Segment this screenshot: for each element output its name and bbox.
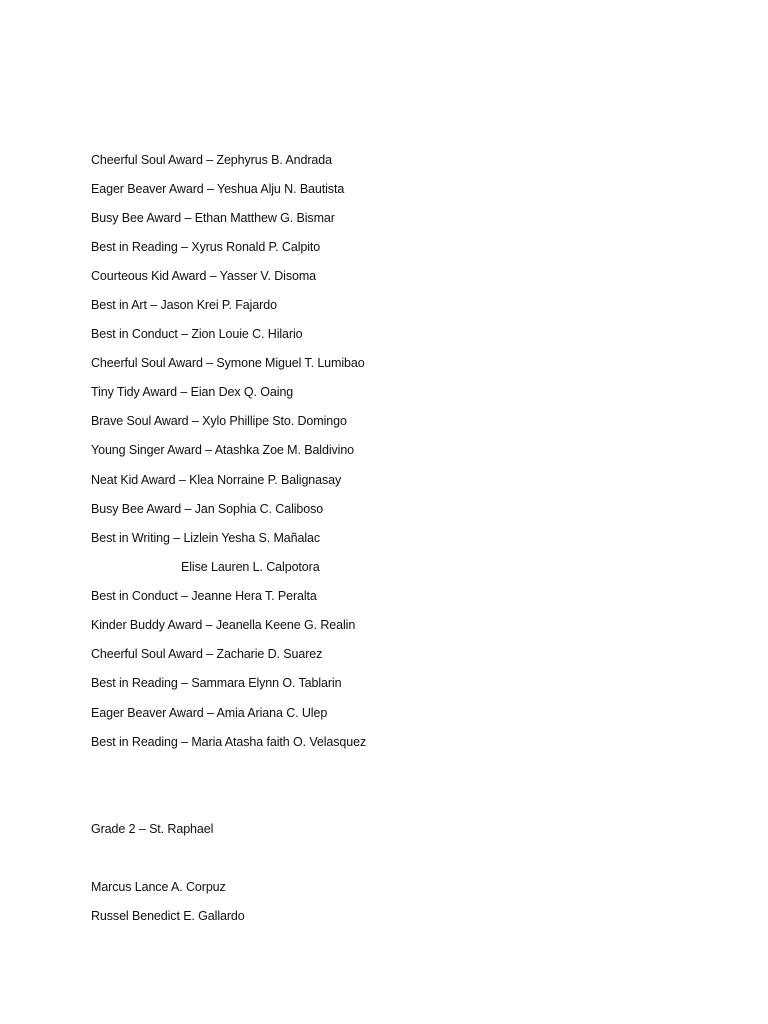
award-line: Best in Conduct – Jeanne Hera T. Peralta [91,589,317,603]
award-line: Neat Kid Award – Klea Norraine P. Balignasay [91,473,342,487]
award-line: Best in Art – Jason Krei P. Fajardo [91,298,277,312]
award-line: Best in Reading – Maria Atasha faith O. Velasquez [91,735,367,749]
award-line: Cheerful Soul Award – Zephyrus B. Andrada [91,153,332,167]
award-line: Best in Reading – Xyrus Ronald P. Calpito [91,240,321,254]
award-line: Young Singer Award – Atashka Zoe M. Baldivino [91,443,355,457]
award-line: Courteous Kid Award – Yasser V. Disoma [91,269,317,283]
award-line: Tiny Tidy Award – Eian Dex Q. Oaing [91,385,294,399]
student-name: Marcus Lance A. Corpuz [91,880,226,894]
award-line: Best in Reading – Sammara Elynn O. Tablarin [91,676,342,690]
award-line: Best in Conduct – Zion Louie C. Hilario [91,327,303,341]
award-line: Busy Bee Award – Jan Sophia C. Caliboso [91,502,324,516]
student-name: Russel Benedict E. Gallardo [91,909,245,923]
award-line: Eager Beaver Award – Amia Ariana C. Ulep [91,706,328,720]
award-line: Busy Bee Award – Ethan Matthew G. Bismar [91,211,335,225]
award-line: Best in Writing – Lizlein Yesha S. Mañalac [91,531,321,545]
award-line: Kinder Buddy Award – Jeanella Keene G. Realin [91,618,356,632]
award-line-continuation: Elise Lauren L. Calpotora [181,560,320,574]
award-line: Cheerful Soul Award – Zacharie D. Suarez [91,647,323,661]
section-heading: Grade 2 – St. Raphael [91,822,214,836]
award-line: Brave Soul Award – Xylo Phillipe Sto. Domingo [91,414,347,428]
award-line: Eager Beaver Award – Yeshua Alju N. Bautista [91,182,345,196]
award-line: Cheerful Soul Award – Symone Miguel T. Lumibao [91,356,365,370]
